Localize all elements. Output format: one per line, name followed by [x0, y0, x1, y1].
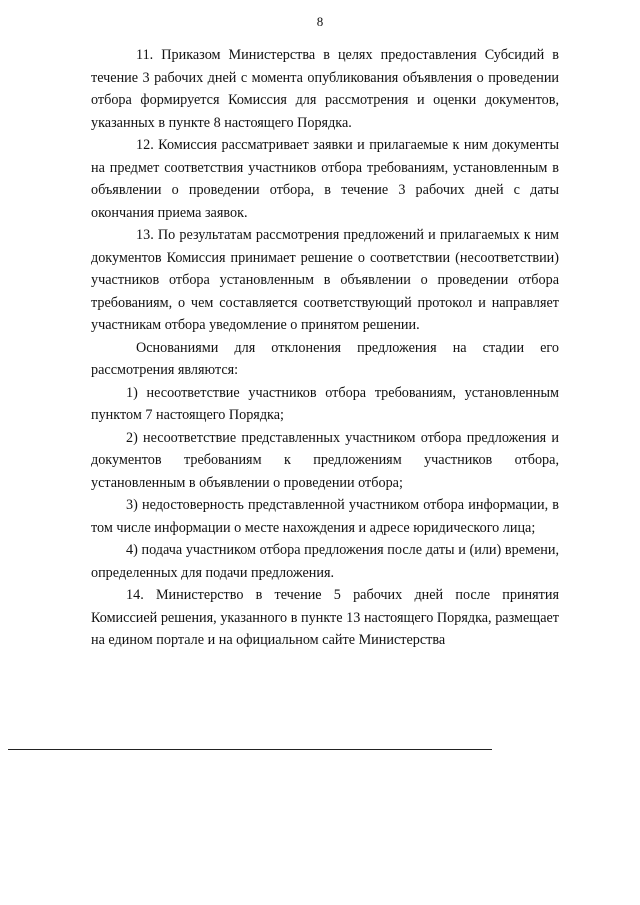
list-item-4: 4) подача участником отбора предложения после даты и (или) времени, определенных для подачи предложения. — [91, 542, 559, 581]
page-number: 8 — [316, 14, 324, 29]
paragraph-13: 13. По результатам рассмотрения предложений и прилагаемых к ним документов Комиссия принимает решение о соответствии (несоответствии) участников отбора установленным в объявлении о проведении отбора требованиям, о чем составляется соответствующий протокол и направляет участникам отбора уведомление о принятом решении. — [91, 227, 559, 333]
paragraph-12: 12. Комиссия рассматривает заявки и прилагаемые к ним документы на предмет соответствия участников отбора требованиям, установленным в объявлении о проведении отбора, в течение 3 рабочих дней с даты окончания приема заявок. — [91, 137, 559, 221]
paragraph-11: 11. Приказом Министерства в целях предоставления Субсидий в течение 3 рабочих дней с момента опубликования объявления о проведении отбора формируется Комиссия для рассмотрения и оценки документов, указанных в пункте 8 настоящего Порядка. — [91, 47, 559, 131]
list-item-1: 1) несоответствие участников отбора требованиям, установленным пунктом 7 настоящего Порядка; — [91, 384, 559, 423]
footnote-separator-line — [8, 749, 492, 750]
list-item-2: 2) несоответствие представленных участником отбора предложения и документов требованиям к предложениям участников отбора, установленным в объявлении о проведении отбора; — [91, 429, 559, 491]
paragraph-14: 14. Министерство в течение 5 рабочих дней после принятия Комиссией решения, указанного в пункте 13 настоящего Порядка, размещает на едином портале и на официальном сайте Министерства — [91, 587, 559, 648]
paragraph-grounds-intro: Основаниями для отклонения предложения на стадии его рассмотрения являются: — [91, 339, 559, 378]
document-body — [91, 44, 559, 652]
list-item-3: 3) недостоверность представленной участником отбора информации, в том числе информации о месте нахождения и адресе юридического лица; — [91, 497, 559, 536]
